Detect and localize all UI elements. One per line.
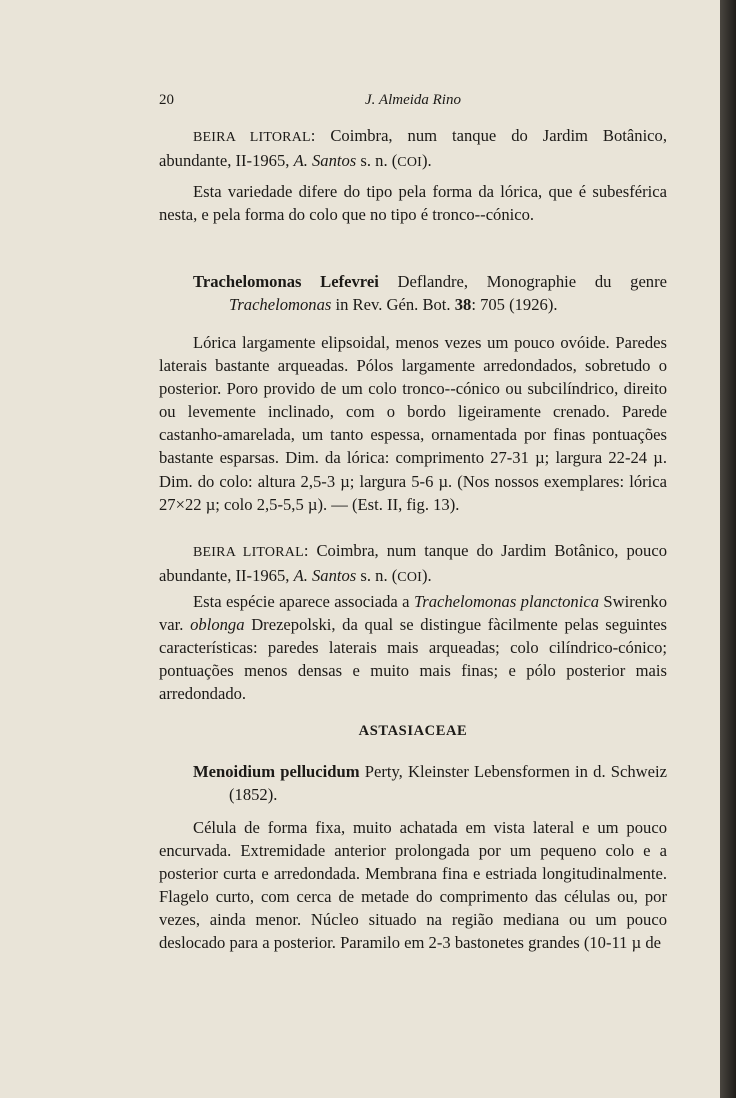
locality-entry-2	[159, 539, 667, 589]
species-reference: Perty, Kleinster Lebensformen in d. Schweiz (1852).	[229, 762, 668, 805]
comparison-text: Esta espécie aparece associada a	[193, 592, 414, 611]
species-description-2	[159, 816, 667, 955]
locality-text: s. n. (	[356, 151, 398, 171]
locality-text: ).	[422, 566, 432, 586]
description-text: Lórica largamente elipsoidal, menos vezes um pouco ovóide. Paredes laterais bastante arqueadas. Pólos largamente arredondados, sobretudo o posterior. Poro provido de um colo tronco--cónico ou subcilíndrico, direito ou levemente inclinado, com o bordo ligeiramente crenado. Parede castanho-amarelada, um tanto espessa, ornamentada por finas pontuações bastante esparsas. Dim. da lórica: comprimento 27-31 µ; largura 22-24 µ. Dim. do colo: altura 2,5-3 µ; largura 5-6 µ. (Nos nossos exemplares: lórica 27×22 µ; colo 2,5-5,5 µ). — (Est. II, fig. 13).	[159, 333, 667, 514]
comparison-text: Drezepolski, da qual se distingue fàcilmente pelas seguintes características: paredes laterais mais arqueadas; colo cilíndrico-cónico; pontuações menos densas e muito mais finas; e pólo posterior mais arredondado.	[159, 615, 668, 704]
page-number: 20	[159, 92, 174, 108]
species-description-1	[159, 331, 667, 516]
collector-name: A. Santos	[293, 151, 357, 171]
locality-text: : Coimbra, num tanque do Jardim Botânico, pouco abundante, II-1965,	[159, 541, 668, 586]
running-head: J. Almeida Rino	[365, 92, 461, 108]
locality-text: s. n. (	[356, 566, 398, 586]
locality-entry-1	[159, 124, 667, 174]
locality-text: : Coimbra, num tanque do Jardim Botânico, abundante, II-1965,	[159, 126, 667, 171]
page-header	[159, 92, 667, 114]
species-reference: : 705 (1926).	[471, 295, 558, 315]
herbarium-code: COI	[397, 155, 423, 171]
book-edge	[720, 0, 736, 1098]
species-name: Menoidium pellucidum	[193, 762, 360, 781]
comparison-text: Swirenko var.	[159, 592, 668, 635]
variety-name: oblonga	[190, 615, 245, 635]
collector-name: A. Santos	[293, 566, 357, 586]
region-label: BEIRA LITORAL	[193, 545, 304, 560]
description-text: Célula de forma fixa, muito achatada em vista lateral e um pouco encurvada. Extremidade anterior prolongada por um pequeno colo e a posterior curta e arredondada. Membrana fina e estriada longitudinalmente. Flagelo curto, com cerca de metade do comprimento das células ou, por vezes, ainda menor. Núcleo situado na região mediana ou um pouco deslocado para a posterior. Paramilo em 2-3 bastonetes grandes (10-11 µ de	[159, 818, 667, 953]
species-reference: Deflandre, Monographie du genre	[378, 272, 667, 291]
related-species-name: Trachelomonas planctonica	[413, 592, 600, 611]
locality-text: ).	[422, 151, 432, 171]
family-heading: ASTASIACEAE	[358, 723, 468, 739]
species-heading-1	[159, 270, 667, 316]
species-heading-2	[159, 760, 667, 806]
species-name: Trachelomonas Lefevrei	[193, 272, 379, 291]
herbarium-code: COI	[397, 570, 423, 586]
species-reference: in Rev. Gén. Bot.	[331, 295, 455, 315]
volume-number: 38	[454, 295, 472, 315]
variety-note	[159, 180, 667, 226]
region-label: BEIRA LITORAL	[193, 130, 311, 145]
variety-note-text: Esta variedade difere do tipo pela forma da lórica, que é subesférica nesta, e pela forma do colo que no tipo é tronco--cónico.	[159, 182, 667, 225]
genus-name: Trachelomonas	[229, 295, 332, 315]
comparison-note	[159, 590, 667, 705]
